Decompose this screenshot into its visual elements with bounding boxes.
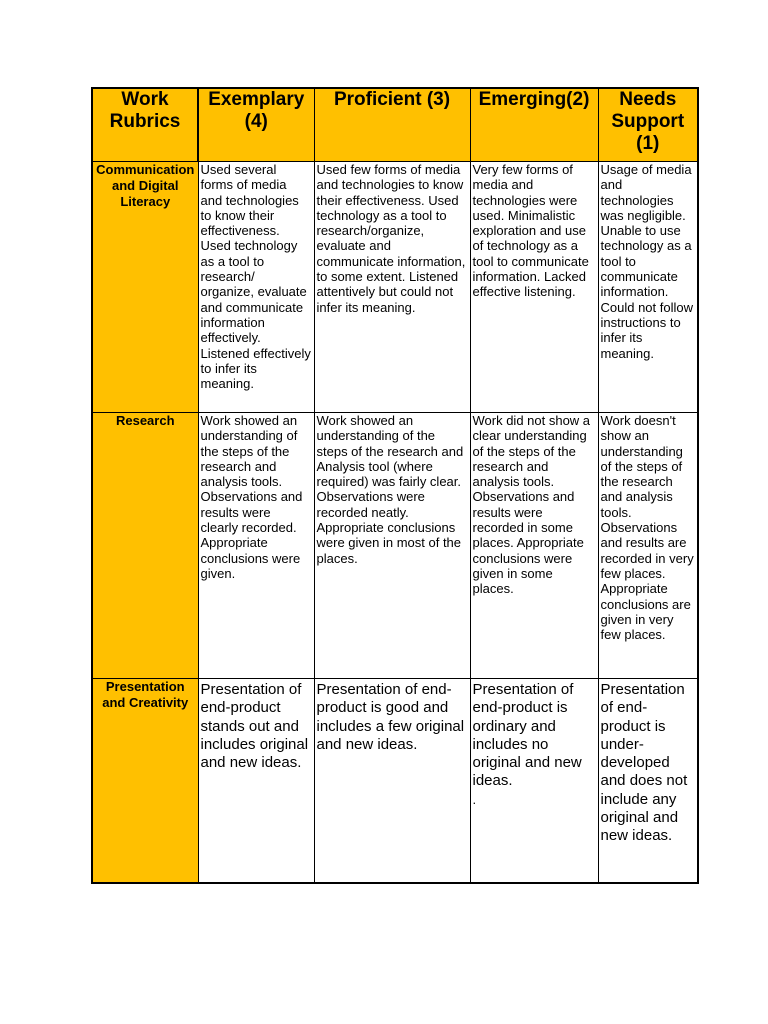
cell-presentation-needs-support: Presentation of end-product is under-developed and does not include any original and new ideas. bbox=[598, 679, 698, 883]
row-label-communication: Communication and Digital Literacy bbox=[92, 162, 198, 413]
rubric-table bbox=[91, 87, 699, 884]
cell-research-exemplary: Work showed an understanding of the steps of the research and analysis tools. Observations and results were clearly recorded. Appropriate conclusions were given. bbox=[198, 413, 314, 679]
table-row bbox=[92, 413, 698, 679]
cell-presentation-emerging-text: Presentation of end-product is ordinary and includes no original and new ideas. bbox=[472, 681, 582, 790]
table-row bbox=[92, 162, 698, 413]
cell-communication-emerging: Very few forms of media and technologies were used. Minimalistic exploration and use of technology as a tool to communicate information. Lacked effective listening. bbox=[470, 162, 598, 413]
cell-research-emerging: Work did not show a clear understanding of the steps of the research and analysis tools. Observations and results were recorded in some places. Appropriate conclusions were given in some places. bbox=[470, 413, 598, 679]
table-row bbox=[92, 679, 698, 883]
cell-presentation-emerging bbox=[470, 679, 598, 883]
header-row bbox=[92, 88, 698, 162]
cell-research-proficient: Work showed an understanding of the steps of the research and Analysis tool (where required) was fairly clear. Observations were recorded neatly. Appropriate conclusions were given in most of the places. bbox=[314, 413, 470, 679]
cell-presentation-proficient: Presentation of end-product is good and includes a few original and new ideas. bbox=[314, 679, 470, 883]
cell-research-needs-support: Work doesn't show an understanding of the steps of the research and analysis tools. Observations and results are recorded in very few places. Appropriate conclusions are given in very few places. bbox=[598, 413, 698, 679]
cell-presentation-exemplary: Presentation of end-product stands out and includes original and new ideas. bbox=[198, 679, 314, 883]
cell-communication-proficient: Used few forms of media and technologies to know their effectiveness. Used technology as a tool to research/organize, evaluate and communicate information, to some extent. Listened attentively but could not infer its meaning. bbox=[314, 162, 470, 413]
cell-communication-exemplary: Used several forms of media and technologies to know their effectiveness. Used technology as a tool to research/ organize, evaluate and communicate information effectively. Listened effectively to infer its meaning. bbox=[198, 162, 314, 413]
row-label-research: Research bbox=[92, 413, 198, 679]
header-emerging: Emerging(2) bbox=[470, 88, 598, 162]
row-label-presentation: Presentation and Creativity bbox=[92, 679, 198, 883]
header-work-rubrics: Work Rubrics bbox=[92, 88, 198, 162]
header-exemplary: Exemplary (4) bbox=[198, 88, 314, 162]
header-proficient: Proficient (3) bbox=[314, 88, 470, 162]
header-needs-support: Needs Support (1) bbox=[598, 88, 698, 162]
cell-communication-needs-support: Usage of media and technologies was negligible. Unable to use technology as a tool to communicate information. Could not follow instructions to infer its meaning. bbox=[598, 162, 698, 413]
stray-period-mark: . bbox=[472, 791, 477, 807]
